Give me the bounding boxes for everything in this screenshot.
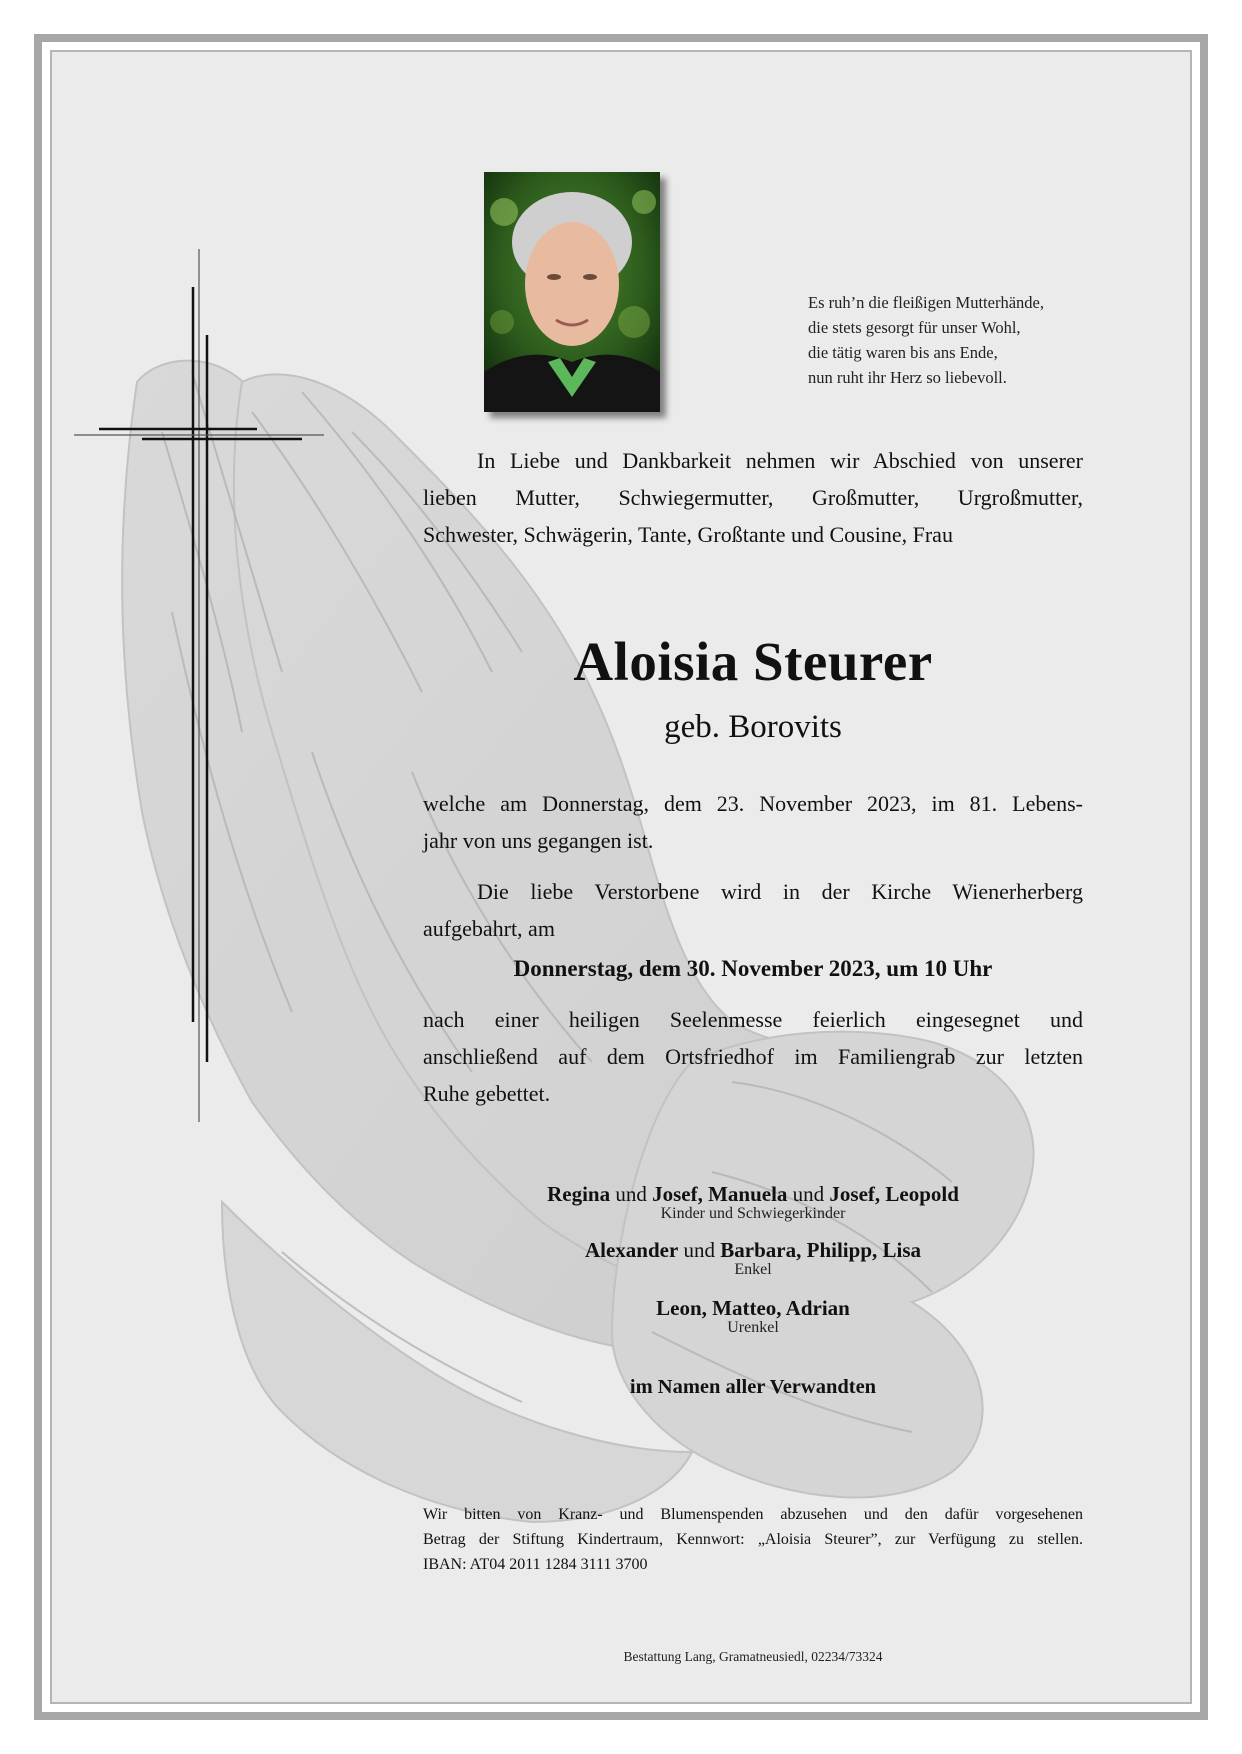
donation-line: Betrag der Stiftung Kindertraum, Kennwort: „Aloisia Steurer”, zur Verfügung zu stellen. [423, 1531, 1083, 1548]
funeral-date: Donnerstag, dem 30. November 2023, um 10 Uhr [513, 956, 993, 981]
donation-line: Wir bitten von Kranz- und Blumenspenden abzusehen und den dafür vorgesehenen [423, 1506, 1083, 1523]
death-paragraph [423, 785, 1083, 859]
family-name: Regina [547, 1182, 611, 1206]
donation-iban: IBAN: AT04 2011 1284 3111 3700 [423, 1556, 648, 1573]
intro-line: In Liebe und Dankbarkeit nehmen wir Abschied von unserer [477, 448, 1083, 473]
intro-line: Schwester, Schwägerin, Tante, Großtante und Cousine, Frau [423, 522, 953, 547]
family-connector: und [787, 1182, 830, 1206]
poem-line: Es ruh’n die fleißigen Mutterhände, [808, 293, 1044, 312]
family-name: Alexander [584, 1238, 679, 1262]
family-group-grandchildren [423, 1238, 1083, 1279]
intro-line: lieben Mutter, Schwiegermutter, Großmutter, Urgroßmutter, [423, 485, 1083, 510]
family-relation: Enkel [734, 1261, 772, 1278]
family-connector: und [678, 1238, 721, 1262]
family-names [423, 1238, 1083, 1263]
family-relation: Kinder und Schwiegerkinder [660, 1205, 846, 1222]
closing-line: im Namen aller Verwandten [629, 1376, 877, 1398]
family-connector: und [610, 1182, 653, 1206]
birth-name: geb. Borovits [664, 709, 842, 745]
family-name: Josef, Manuela [652, 1182, 788, 1206]
ceremony-line: Ruhe gebettet. [423, 1081, 551, 1106]
poem-line: die stets gesorgt für unser Wohl, [808, 318, 1021, 337]
ceremony-line: nach einer heiligen Seelenmesse feierlich eingesegnet und [423, 1007, 1083, 1032]
laid-out-line: aufgebahrt, am [423, 916, 555, 941]
laid-out-line: Die liebe Verstorbene wird in der Kirche Wienerherberg [477, 879, 1083, 904]
poem-line: die tätig waren bis ans Ende, [808, 343, 998, 362]
family-group-children [423, 1182, 1083, 1223]
text-layer [50, 50, 1192, 1704]
deceased-name: Aloisia Steurer [573, 631, 933, 692]
laid-out-paragraph [423, 873, 1083, 947]
donation-note [423, 1502, 1083, 1577]
family-relation: Urenkel [727, 1319, 779, 1336]
family-names [423, 1296, 1083, 1321]
ceremony-paragraph [423, 1001, 1083, 1112]
intro-paragraph [423, 442, 1083, 553]
death-line: welche am Donnerstag, dem 23. November 2023, im 81. Lebens- [423, 791, 1083, 816]
family-name: Barbara, Philipp, Lisa [720, 1238, 922, 1262]
poem-line: nun ruht ihr Herz so liebevoll. [808, 368, 1007, 387]
ceremony-line: anschließend auf dem Ortsfriedhof im Familiengrab zur letzten [423, 1044, 1083, 1069]
funeral-home-footer: Bestattung Lang, Gramatneusiedl, 02234/73324 [623, 1649, 883, 1664]
family-name: Leon, Matteo, Adrian [656, 1296, 850, 1320]
family-group-great-grandchildren [423, 1296, 1083, 1337]
family-name: Josef, Leopold [829, 1182, 959, 1206]
death-line: jahr von uns gegangen ist. [423, 828, 654, 853]
family-names [423, 1182, 1083, 1207]
